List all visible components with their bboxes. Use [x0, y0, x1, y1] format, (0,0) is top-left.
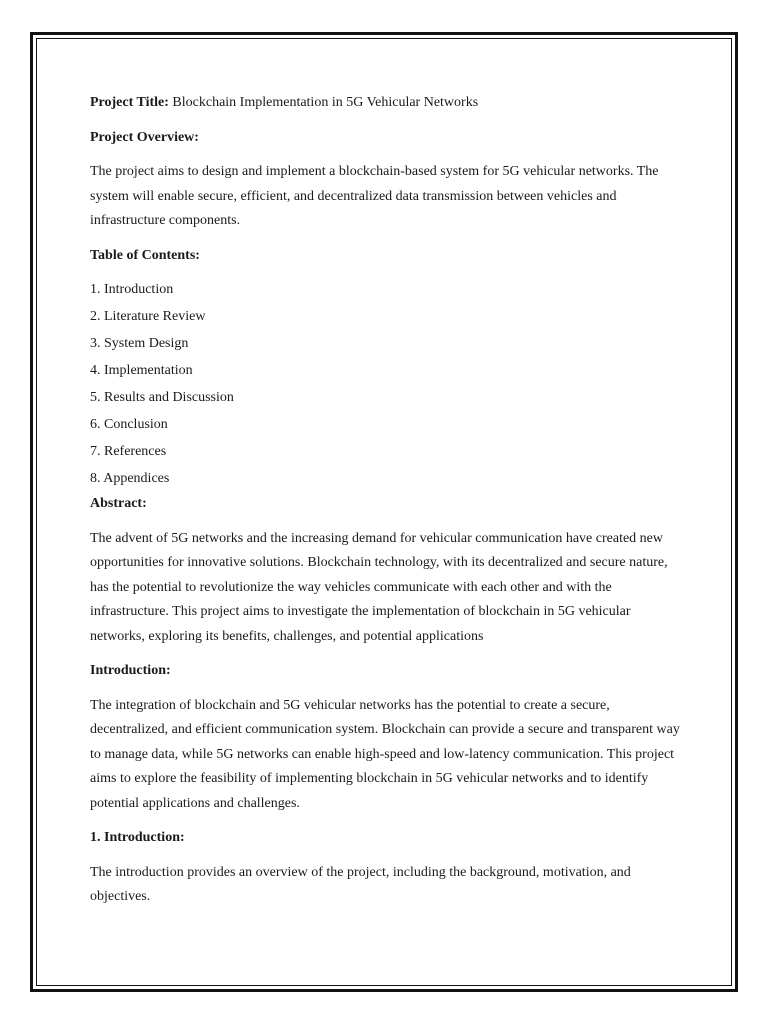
toc-item: 3. System Design: [90, 336, 189, 351]
section-1-paragraph: The introduction provides an overview of the project, including the background, motivation, and objectives.: [90, 864, 631, 904]
abstract-heading: Abstract:: [90, 496, 147, 511]
abstract-paragraph: The advent of 5G networks and the increasing demand for vehicular communication have created new opportunities for innovative solutions. Blockchain technology, with its decentralized and secure nature, has the potential to revolutionize the way vehicles communicate with each other and with the infrastructure. This project aims to investigate the implementation of blockchain in 5G vehicular networks, exploring its benefits, challenges, and potential applications: [90, 530, 668, 644]
toc-item: 6. Conclusion: [90, 417, 168, 432]
project-title-label: Project Title:: [90, 95, 169, 110]
toc-item: 2. Literature Review: [90, 309, 206, 324]
overview-paragraph: The project aims to design and implement a blockchain-based system for 5G vehicular networks. The system will enable secure, efficient, and decentralized data transmission between vehicles and infrastructure components.: [90, 164, 659, 228]
introduction-heading: Introduction:: [90, 663, 171, 678]
document-content: [90, 91, 680, 910]
toc-item: 7. References: [90, 444, 167, 459]
toc-list: [90, 276, 680, 492]
project-title-text: Blockchain Implementation in 5G Vehicular Networks: [172, 95, 479, 110]
introduction-paragraph: The integration of blockchain and 5G vehicular networks has the potential to create a secure, decentralized, and efficient communication system. Blockchain can provide a secure and transparent way to manage data, while 5G networks can enable high-speed and low-latency communication. This project aims to explore the feasibility of implementing blockchain in 5G vehicular networks and to identify potential applications and challenges.: [90, 697, 680, 811]
overview-heading: Project Overview:: [90, 129, 199, 145]
section-1-heading: 1. Introduction:: [90, 830, 185, 845]
toc-item: 5. Results and Discussion: [90, 390, 234, 405]
project-title-line: [90, 91, 680, 116]
toc-item: 4. Implementation: [90, 363, 193, 378]
toc-item: 8. Appendices: [90, 471, 170, 486]
toc-heading: Table of Contents:: [90, 247, 200, 263]
toc-item: 1. Introduction: [90, 282, 174, 297]
